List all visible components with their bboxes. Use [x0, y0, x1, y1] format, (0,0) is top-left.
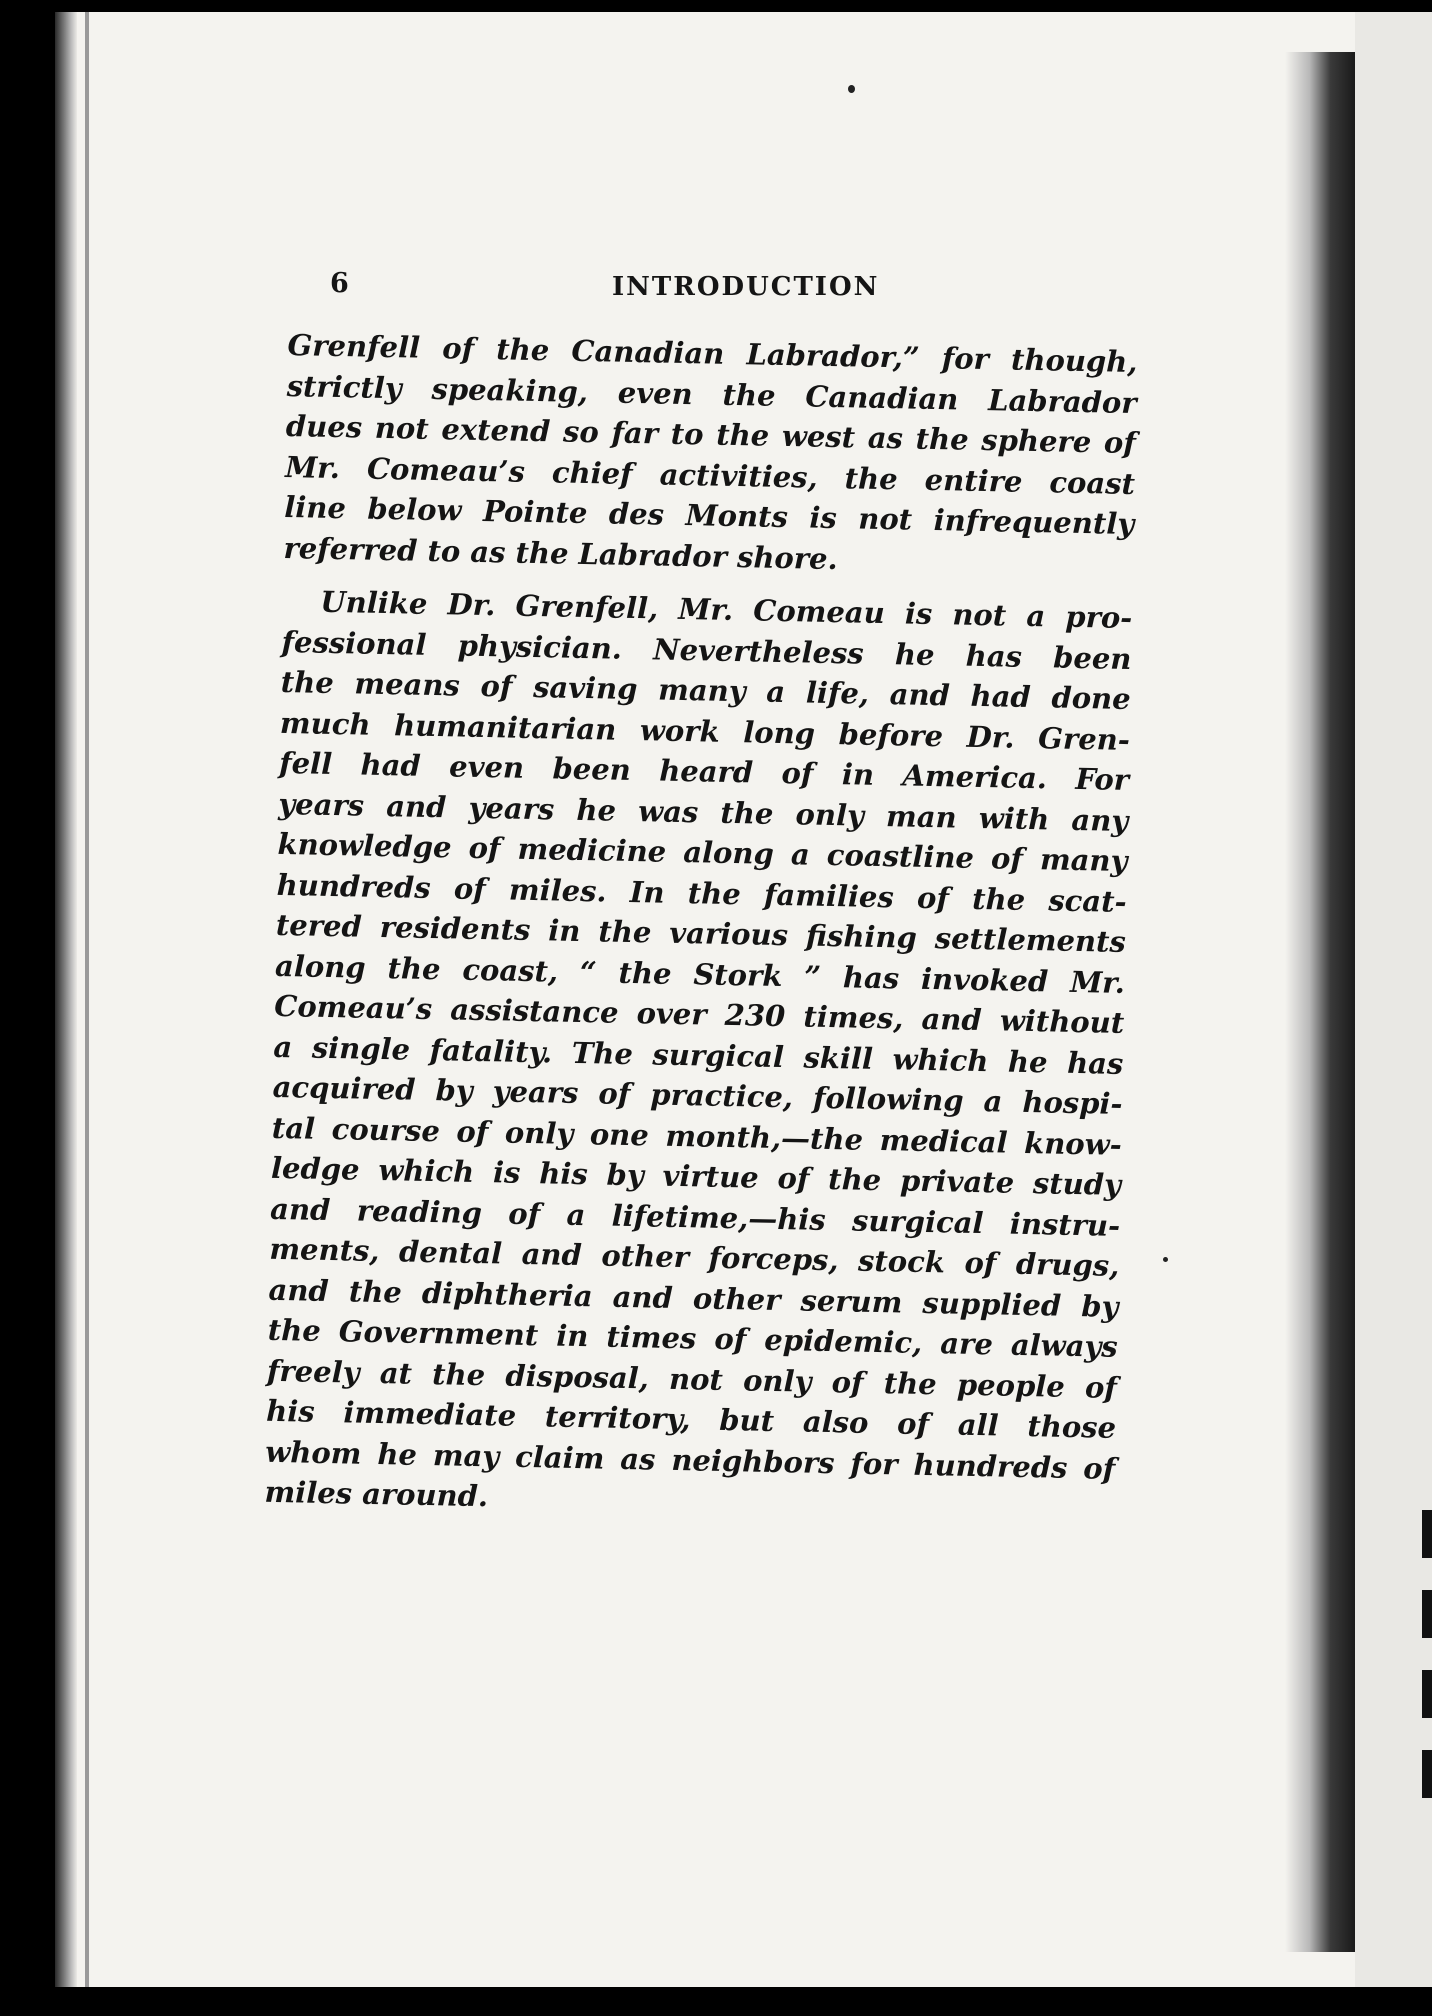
text-line: the Government in times of epidemic, are always: [267, 1312, 1118, 1364]
facing-page-text-fragment: [1422, 1510, 1432, 1558]
text-line: ledge which is his by virtue of the private study: [270, 1150, 1122, 1202]
text-line: acquired by years of practice, following a hospi-: [272, 1069, 1123, 1121]
text-line: the means of saving many a life, and had done: [280, 664, 1132, 716]
text-line: whom he may claim as neighbors for hundreds of: [265, 1434, 1116, 1486]
text-line: freely at the disposal, not only of the people of: [266, 1353, 1118, 1405]
page-number: 6: [330, 268, 349, 299]
text-line: and the diphtheria and other serum supplied by: [268, 1272, 1119, 1324]
text-line: fell had even been heard of in America. For: [278, 745, 1130, 797]
facing-page-text-fragment: [1422, 1750, 1432, 1798]
text-line: along the coast, “ the Stork ” has invoked Mr.: [274, 948, 1126, 1000]
text-line: tered residents in the various fishing settlements: [275, 907, 1127, 959]
text-line: strictly speaking, even the Canadian Labrador: [286, 368, 1137, 420]
page-fold-shadow: [1285, 52, 1355, 1952]
facing-page-text-fragment: [1422, 1590, 1432, 1638]
scan-speck: [1163, 1257, 1168, 1262]
text-line: a single fatality. The surgical skill which he has: [273, 1029, 1124, 1081]
text-line: much humanitarian work long before Dr. Gren-: [279, 705, 1131, 757]
text-line: his immediate territory, but also of all those: [265, 1393, 1117, 1445]
text-line: referred to as the Labrador shore.: [283, 530, 838, 576]
facing-page-text-fragment: [1422, 1670, 1432, 1718]
text-line: tal course of only one month,—the medical know-: [271, 1110, 1123, 1162]
text-line: knowledge of medicine along a coastline of many: [277, 826, 1128, 878]
body-text: [261, 325, 1138, 1702]
facing-page-edge: [1355, 12, 1432, 1987]
text-line: dues not extend so far to the west as the sphere of: [285, 408, 1137, 461]
page-header: [330, 268, 885, 308]
text-line: fessional physician. Nevertheless he has been: [281, 624, 1132, 676]
page-edge-line: [85, 12, 89, 1987]
running-head: INTRODUCTION: [612, 272, 880, 302]
paragraph-2: [264, 581, 1133, 1529]
scan-speck: [848, 85, 855, 93]
text-line: line below Pointe des Monts is not infrequently: [284, 489, 1135, 542]
paragraph-1: [283, 325, 1138, 585]
text-line: hundreds of miles. In the families of the scat-: [276, 867, 1127, 919]
text-line: miles around.: [264, 1474, 489, 1514]
text-line: Unlike Dr. Grenfell, Mr. Comeau is not a pro-: [320, 584, 1133, 636]
text-line: Comeau’s assistance over 230 times, and without: [273, 988, 1125, 1040]
text-line: Grenfell of the Canadian Labrador,” for though,: [287, 327, 1138, 380]
text-line: ments, dental and other forceps, stock of drugs,: [269, 1231, 1120, 1283]
text-line: Mr. Comeau’s chief activities, the entire coast: [284, 449, 1136, 501]
text-line: and reading of a lifetime,—his surgical instru-: [269, 1191, 1121, 1243]
binding-gutter-shadow: [55, 12, 77, 1987]
text-line: years and years he was the only man with any: [278, 786, 1129, 838]
